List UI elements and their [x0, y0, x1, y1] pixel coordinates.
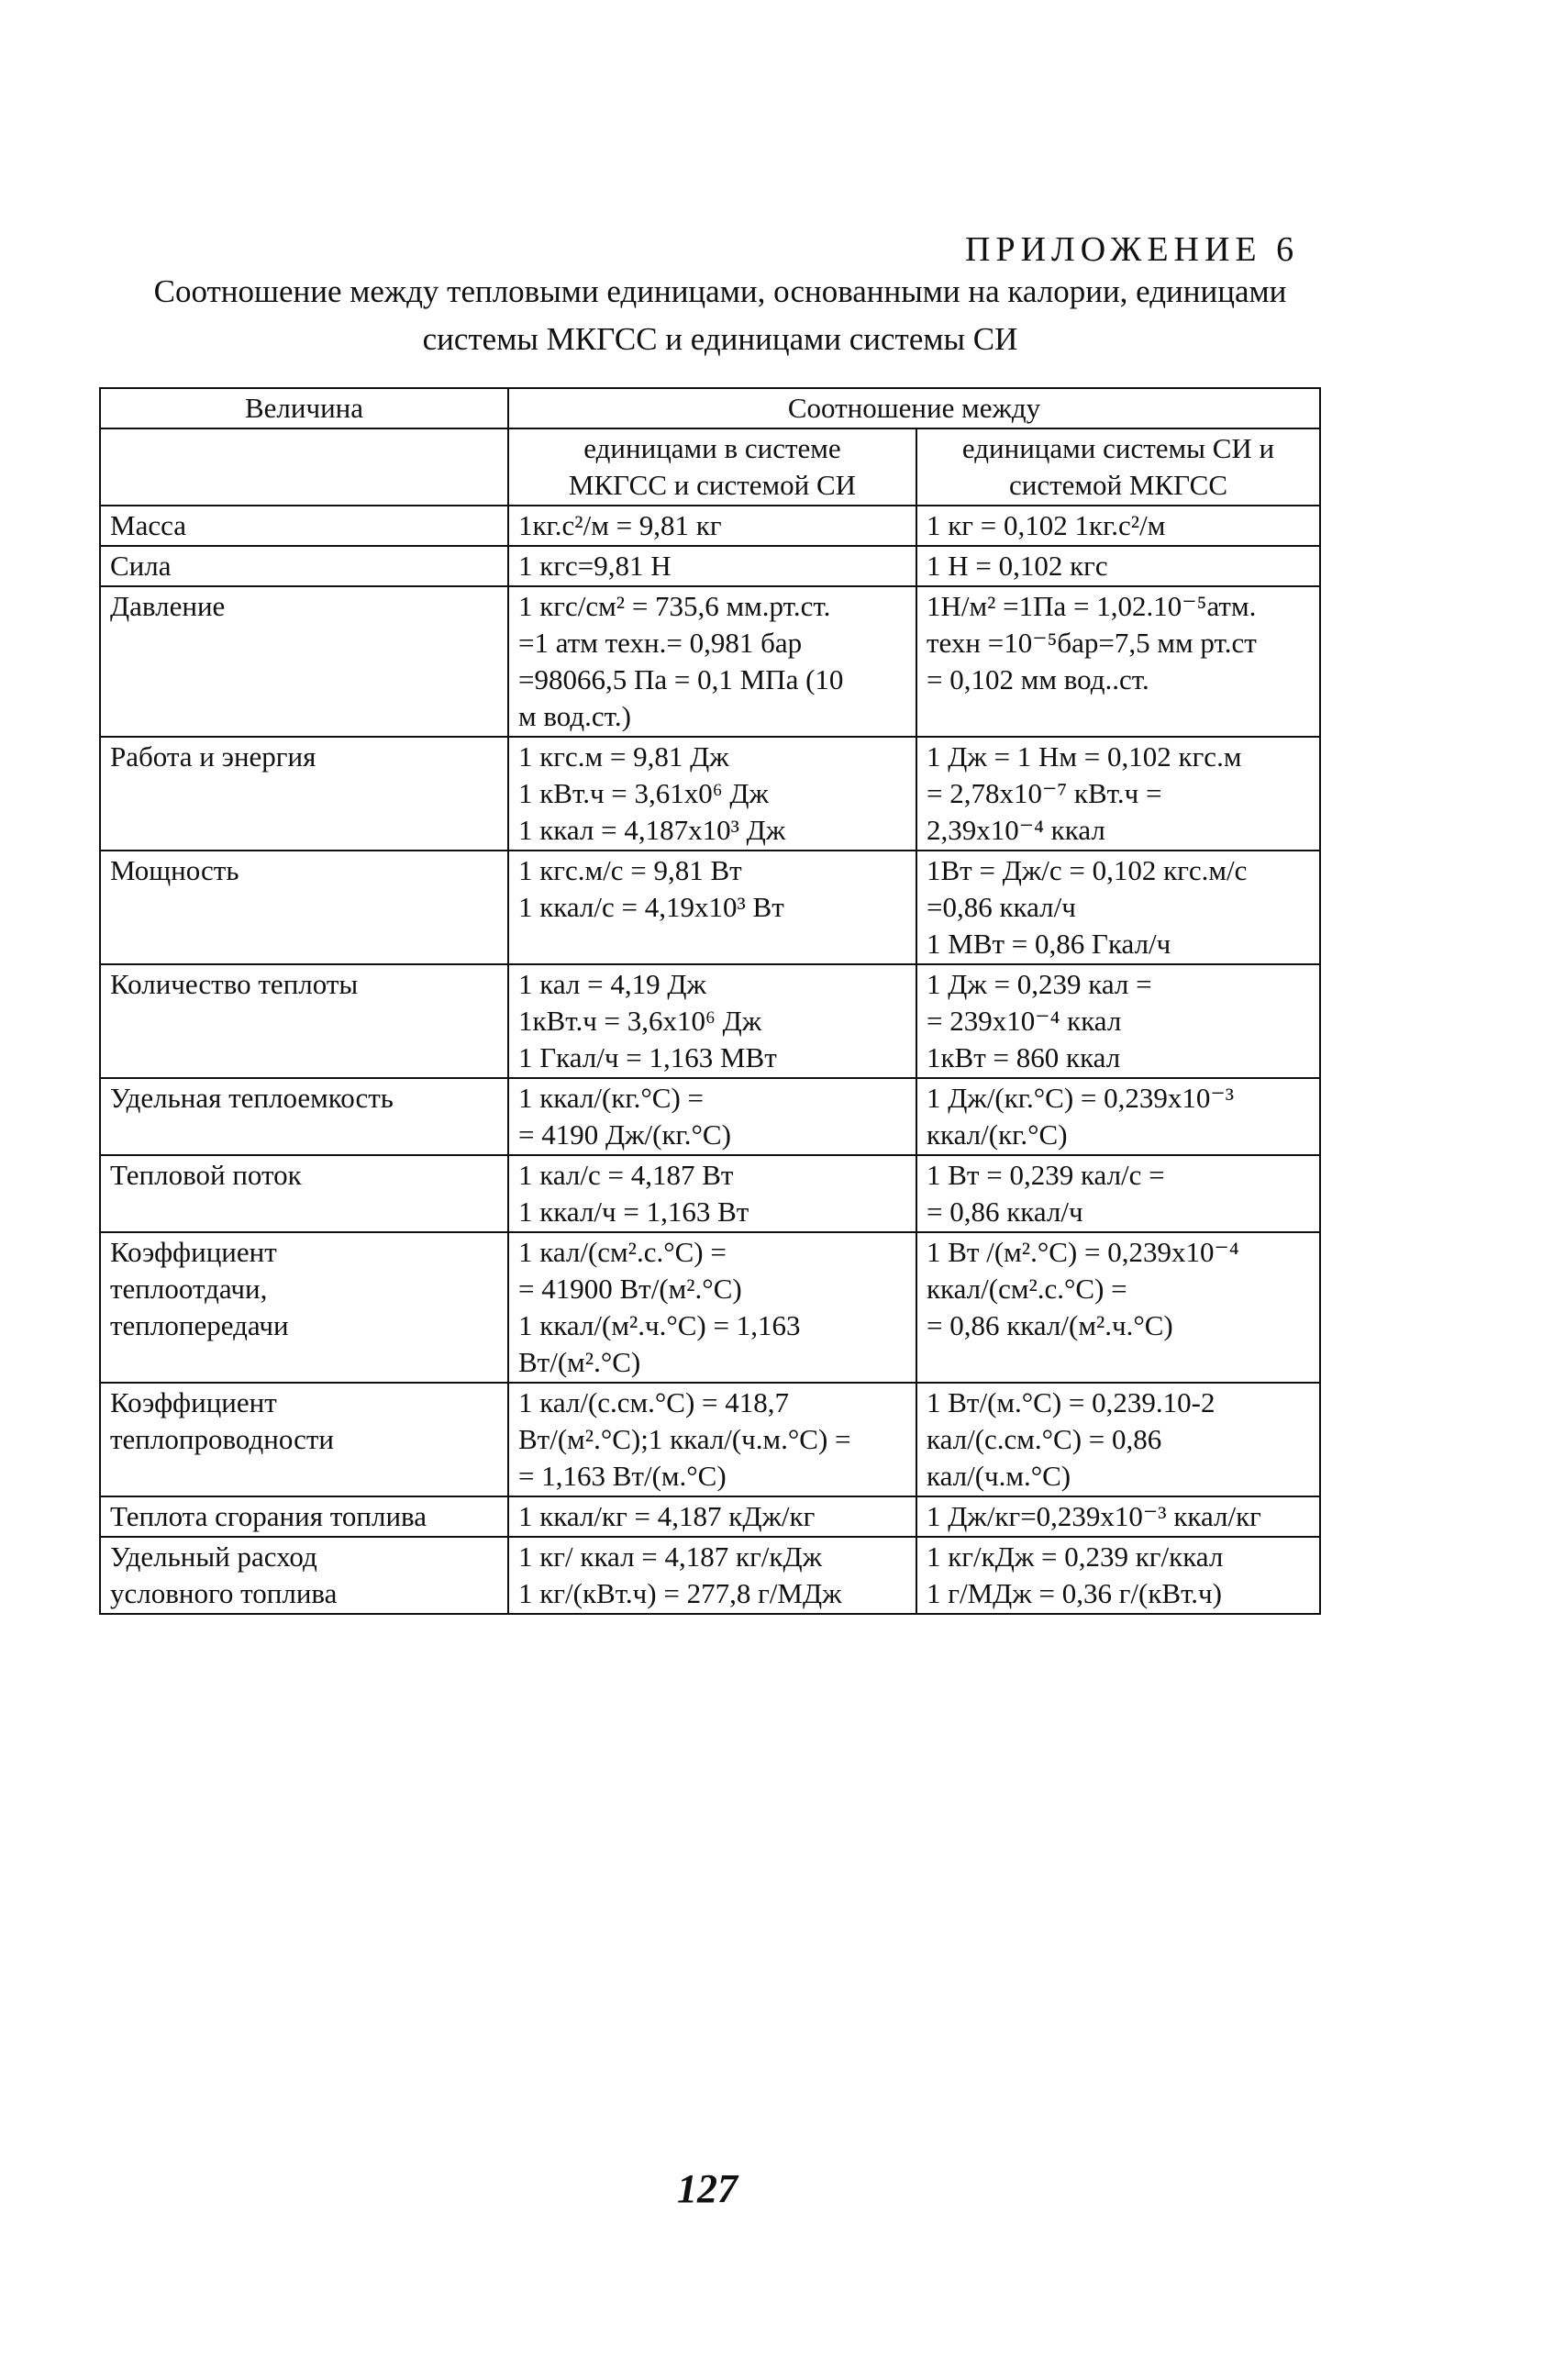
- cell-mkgss-to-si: 1 ккал/кг = 4,187 кДж/кг: [508, 1496, 916, 1537]
- table-body: [100, 506, 1320, 1614]
- cell-mkgss-to-si: 1 кгс=9,81 Н: [508, 546, 916, 586]
- cell-mkgss-to-si: 1 кал = 4,19 Дж 1кВт.ч = 3,6х10⁶ Дж 1 Гкал/ч = 1,163 МВт: [508, 964, 916, 1078]
- table-row: [100, 964, 1320, 1078]
- cell-mkgss-to-si: 1 кгс/см² = 735,6 мм.рт.ст. =1 атм техн.= 0,981 бар =98066,5 Па = 0,1 МПа (10 м вод.ст.): [508, 586, 916, 737]
- table-row: [100, 1232, 1320, 1383]
- cell-mkgss-to-si: 1 кг/ ккал = 4,187 кг/кДж 1 кг/(кВт.ч) = 277,8 г/МДж: [508, 1537, 916, 1614]
- cell-quantity: Коэффициент теплопроводности: [100, 1383, 508, 1496]
- cell-quantity: Теплота сгорания топлива: [100, 1496, 508, 1537]
- cell-quantity: Мощность: [100, 851, 508, 964]
- table-subheader-row: [100, 428, 1320, 506]
- subheader-mkgss-to-si: единицами в системе МКГСС и системой СИ: [508, 428, 916, 506]
- table-row: [100, 546, 1320, 586]
- table-row: [100, 851, 1320, 964]
- table-row: [100, 586, 1320, 737]
- cell-quantity: Количество теплоты: [100, 964, 508, 1078]
- table-caption: [110, 268, 1330, 363]
- cell-si-to-mkgss: 1Н/м² =1Па = 1,02.10⁻⁵атм. техн =10⁻⁵бар=7,5 мм рт.ст = 0,102 мм вод..ст.: [916, 586, 1320, 737]
- cell-mkgss-to-si: 1 кал/(с.см.°С) = 418,7 Вт/(м².°С);1 ккал/(ч.м.°С) = = 1,163 Вт/(м.°С): [508, 1383, 916, 1496]
- subheader-si-to-mkgss: единицами системы СИ и системой МКГСС: [916, 428, 1320, 506]
- cell-quantity: Удельный расход условного топлива: [100, 1537, 508, 1614]
- cell-mkgss-to-si: 1 кал/с = 4,187 Вт 1 ккал/ч = 1,163 Вт: [508, 1155, 916, 1232]
- table-row: [100, 1537, 1320, 1614]
- cell-si-to-mkgss: 1 кг = 0,102 1кг.с²/м: [916, 506, 1320, 546]
- cell-mkgss-to-si: 1 кал/(см².с.°С) = = 41900 Вт/(м².°С) 1 ккал/(м².ч.°С) = 1,163 Вт/(м².°С): [508, 1232, 916, 1383]
- cell-quantity: Давление: [100, 586, 508, 737]
- cell-si-to-mkgss: 1 Дж/кг=0,239х10⁻³ ккал/кг: [916, 1496, 1320, 1537]
- table-row: [100, 1496, 1320, 1537]
- appendix-heading: ПРИЛОЖЕНИЕ 6: [965, 230, 1300, 269]
- cell-si-to-mkgss: 1 Дж/(кг.°С) = 0,239х10⁻³ ккал/(кг.°С): [916, 1078, 1320, 1155]
- cell-si-to-mkgss: 1 Вт/(м.°С) = 0,239.10-2 кал/(с.см.°С) = 0,86 кал/(ч.м.°С): [916, 1383, 1320, 1496]
- cell-si-to-mkgss: 1 Вт /(м².°С) = 0,239х10⁻⁴ ккал/(см².с.°С) = = 0,86 ккал/(м².ч.°С): [916, 1232, 1320, 1383]
- cell-quantity: Масса: [100, 506, 508, 546]
- cell-quantity: Удельная теплоемкость: [100, 1078, 508, 1155]
- cell-si-to-mkgss: 1 кг/кДж = 0,239 кг/ккал 1 г/МДж = 0,36 г/(кВт.ч): [916, 1537, 1320, 1614]
- cell-quantity: Сила: [100, 546, 508, 586]
- header-empty-cell: [100, 428, 508, 506]
- cell-quantity: Работа и энергия: [100, 737, 508, 851]
- header-quantity: Величина: [100, 388, 508, 428]
- cell-mkgss-to-si: 1 кгс.м = 9,81 Дж 1 кВт.ч = 3,61х0⁶ Дж 1 ккал = 4,187х10³ Дж: [508, 737, 916, 851]
- table-row: [100, 1155, 1320, 1232]
- cell-mkgss-to-si: 1 кгс.м/с = 9,81 Вт 1 ккал/с = 4,19х10³ Вт: [508, 851, 916, 964]
- cell-si-to-mkgss: 1 Вт = 0,239 кал/с = = 0,86 ккал/ч: [916, 1155, 1320, 1232]
- table-row: [100, 506, 1320, 546]
- units-relation-table: [99, 387, 1321, 1615]
- caption-line-2: системы МКГСС и единицами системы СИ: [422, 321, 1018, 357]
- table-row: [100, 737, 1320, 851]
- cell-quantity: Коэффициент теплоотдачи, теплопередачи: [100, 1232, 508, 1383]
- cell-quantity: Тепловой поток: [100, 1155, 508, 1232]
- cell-mkgss-to-si: 1кг.с²/м = 9,81 кг: [508, 506, 916, 546]
- table-row: [100, 1078, 1320, 1155]
- cell-si-to-mkgss: 1 Дж = 1 Нм = 0,102 кгс.м = 2,78х10⁻⁷ кВт.ч = 2,39х10⁻⁴ ккал: [916, 737, 1320, 851]
- caption-line-1: Соотношение между тепловыми единицами, основанными на калории, единицами: [153, 273, 1287, 309]
- cell-si-to-mkgss: 1 Дж = 0,239 кал = = 239х10⁻⁴ ккал 1кВт = 860 ккал: [916, 964, 1320, 1078]
- cell-si-to-mkgss: 1Вт = Дж/с = 0,102 кгс.м/с =0,86 ккал/ч 1 МВт = 0,86 Гкал/ч: [916, 851, 1320, 964]
- table-header-row: [100, 388, 1320, 428]
- page-number: 127: [677, 2166, 738, 2211]
- cell-mkgss-to-si: 1 ккал/(кг.°С) = = 4190 Дж/(кг.°С): [508, 1078, 916, 1155]
- header-relation: Соотношение между: [508, 388, 1320, 428]
- cell-si-to-mkgss: 1 Н = 0,102 кгс: [916, 546, 1320, 586]
- table-row: [100, 1383, 1320, 1496]
